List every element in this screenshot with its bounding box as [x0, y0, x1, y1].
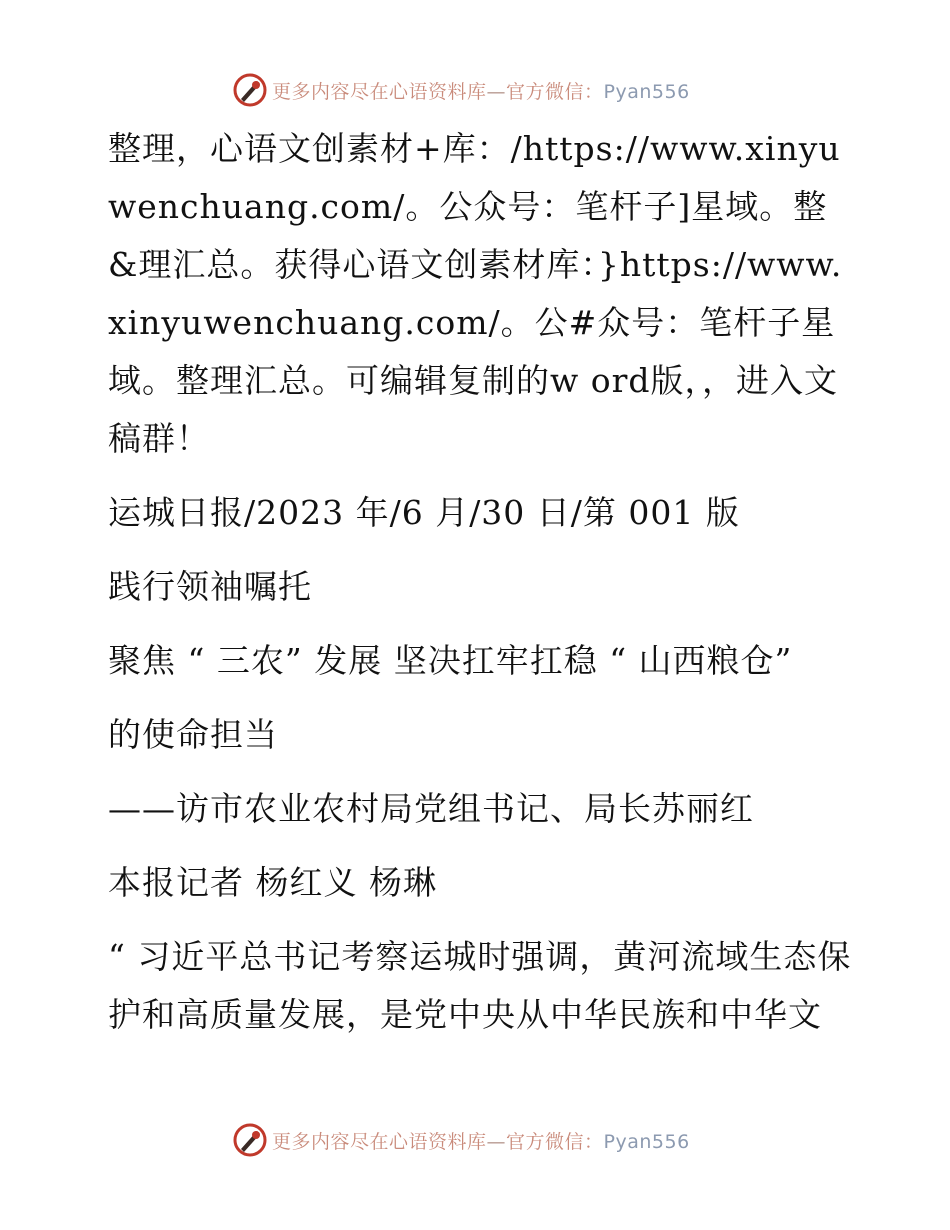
byline: 本报记者 杨红义 杨琳	[108, 863, 437, 902]
document-body	[96, 120, 856, 1044]
subheadline: ——访市农业农村局党组书记、局长苏丽红	[108, 789, 754, 828]
brand-logo-icon	[232, 72, 268, 108]
watermark-banner-top	[232, 70, 690, 110]
headline-line-1: 践行领袖嘱托	[108, 567, 312, 606]
watermark-text: 更多内容尽在心语资料库—官方微信：Pyan556	[272, 1130, 690, 1153]
watermark-banner-bottom	[232, 1120, 690, 1160]
watermark-text: 更多内容尽在心语资料库—官方微信：Pyan556	[272, 80, 690, 103]
dateline: 运城日报/2023 年/6 月/30 日/第 001 版	[108, 493, 740, 532]
lead-paragraph: “ 习近平总书记考察运城时强调，黄河流域生态保护和高质量发展，是党中央从中华民族和中华文	[108, 937, 852, 1034]
intro-paragraph: 整理，心语文创素材+库：/https://www.xinyuwenchuang.com/。公众号：笔杆子]星域。整&理汇总。获得心语文创素材库：}https://www.xinyuwenchuang.com/。公#众号：笔杆子星域。整理汇总。可编辑复制的w ord版，，进入文稿群！	[108, 129, 843, 458]
headline-line-3: 的使命担当	[108, 715, 278, 754]
brand-logo-icon	[232, 1122, 268, 1158]
headline-line-2: 聚焦 “ 三农” 发展 坚决扛牢扛稳 “ 山西粮仓”	[108, 641, 793, 680]
